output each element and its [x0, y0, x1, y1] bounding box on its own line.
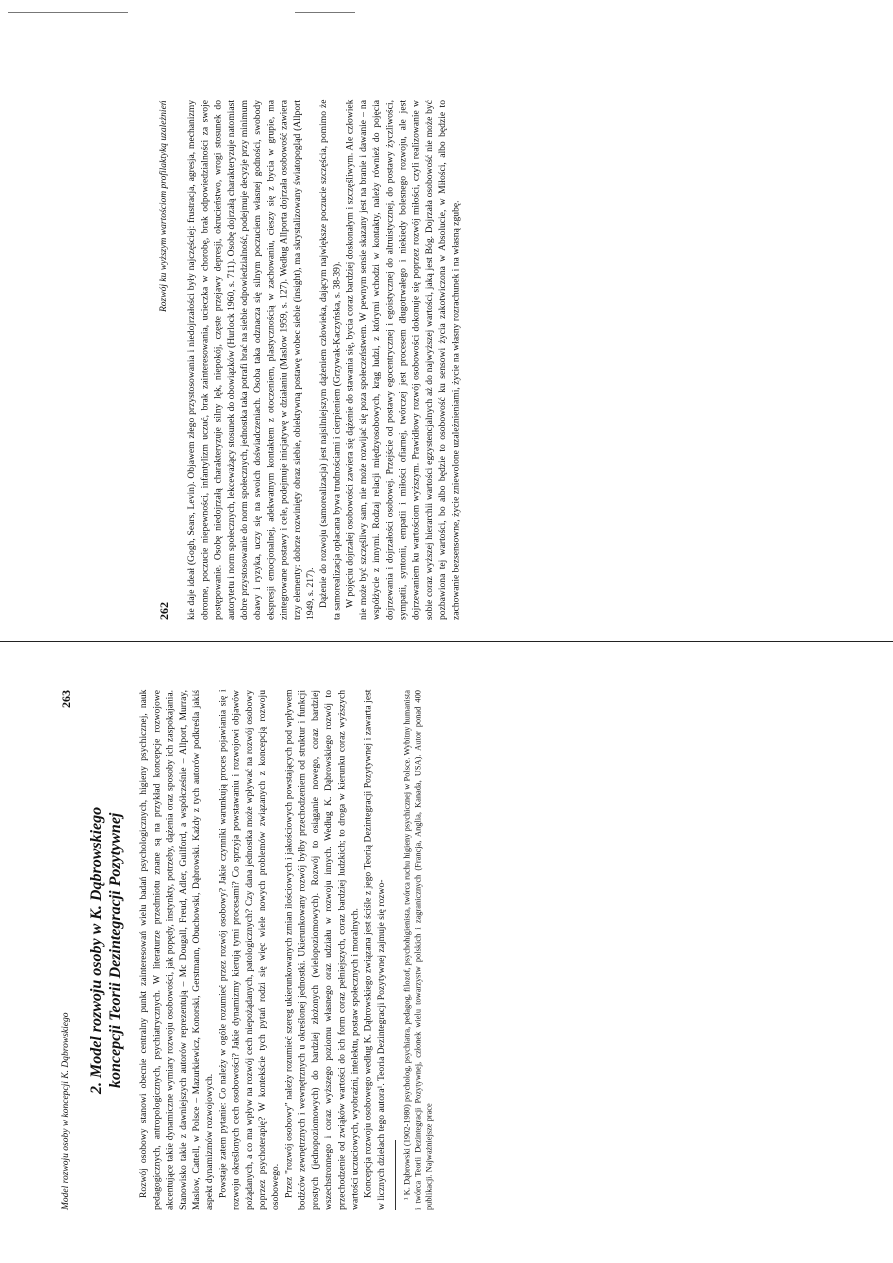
body-paragraph: Koncepcja rozwoju osobowego według K. Dąbrowskiego związana jest ściśle z jego Teorią Dezintegracji Pozytywnej i zawarta jest w licznych dziełach tego autora¹. Teoria Dezintegracji Pozytywnej zajmuje się rozwo-: [362, 690, 387, 1210]
scan-artifact: [8, 12, 128, 13]
page-number: 263: [59, 690, 73, 708]
footnote: [402, 690, 435, 1210]
body-paragraph: Powstaje zatem pytanie: Co należy w ogóle rozumieć przez rozwój osobowy? Jakie czynniki warunkują proces pojawiania się i rozwoju określonych cech osobowości? Jakie dynamizmy kierują tymi procesami? Co sprzyja powstawaniu i rozwojowi objawów pożądanych, a co ma wpływ na rozwój cech niepożądanych, patologicznych? Czy dana jednostka może wpływać na rozwój osobowy poprzez psychoterapię? W kontekście tych pytań rodzi się więc wiele nowych problemów związanych z koncepcją rozwoju osobowego.: [217, 690, 282, 1210]
body-paragraph: Dążenie do rozwoju (samorealizacja) jest najsilniejszym dążeniem człowieka, dającym największe poczucie szczęścia, pomimo że ta samorealizacja opłacana bywa trudnościami i cierpieniem (Grzywak-Kaczyńska, s. 38-39).: [318, 100, 343, 620]
page-263: [60, 690, 830, 1210]
running-head-title: Rozwój ku wyższym wartościom profilaktyką uzależnień: [159, 100, 169, 312]
scan-artifact: [295, 12, 355, 13]
body-paragraph: W pojęciu dojrzałej osobowości zawiera się dążenie do stawania się, bycia coraz bardziej doskonałym i szczęśliwym. Ale człowiek nie może być szczęśliwy sam, nie może rozwijać się poza społeczeństwem. W pewnym sensie skazany jest na branie i dawanie – na współżycie z innymi. Rodzaj relacji międzyosobowych, krąg ludzi, z którymi wchodzi w kontakty, należy również do pojęcia dojrzewania i dojrzałości osobowej. Przejście od postawy egocentrycznej i egoistycznej do altruistycznej, do postawy życzliwości, sympatii, syntonii, empatii i miłości ofiarnej, twórczej jest procesem długotrwałego i niekiedy bolesnego rozwoju, ale jest dojrzewaniem ku wartościom wyższym. Prawidłowy rozwój osobowości dokonuje się poprzez rozwój miłości, czyli realizowanie w sobie coraz wyższej hierarchii wartości egzystencjalnych aż do najwyższej wartości, jaką jest Bóg. Dojrzała osobowość nie może być pozbawiona tej wartości, bo albo będzie to osobowość ku sensowi życia zakotwiczona w Absolucie, w Miłości, albo będzie to zachowanie bezsensowne, życie zniewolone uzależnieniami, życie na własny rozrachunek i na własną zgubę.: [344, 100, 462, 620]
running-header: [158, 100, 171, 620]
running-head-title: Model rozwoju osoby w koncepcji K. Dąbrowskiego: [61, 1012, 71, 1210]
chapter-title-line: 2. Model rozwoju osoby w K. Dąbrowskiego: [88, 806, 106, 1094]
footnote-divider: [395, 1140, 396, 1210]
footnote-text: ¹ K. Dąbrowski (1902-1980) psycholog, psychiatra, pedagog, filozof, psychohigienista, twórca ruchu higieny psychicznej w Polsce. Wybitny humanista i twórca Teorii Dezintegracji Pozytywnej, członek wielu towarzystw polskich i zagranicznych (Francja, Anglia, Kanada, USA). Autor ponad 400 publikacji. Najważniejsze prace: [402, 690, 434, 1210]
running-header: [60, 690, 73, 1210]
body-paragraph: Rozwój osobowy stanowi obecnie centralny punkt zainteresowań wielu badań psychologicznych, higieny psychicznej, nauk pedagogicznych, antropologicznych, psychiatrycznych. W literaturze przedmiotu znane są na przykład koncepcje rozwojowe akcentujące takie dynamiczne wymiary rozwoju osobowości, jak popędy, instynkty, potrzeby, dążenia oraz sposoby ich zaspokajania. Stanowisko takie z dawniejszych autorów reprezentują – Mc Dougall, Freud, Adler, Guilford, a współcześnie – Allport, Murray, Maslow, Cattell, w Polsce – Mazurkiewicz, Konorski, Gerstmann, Obuchowski, Dąbrowski. Każdy z tych autorów podkreśla jakiś aspekt dynamizmów rozwojowych.: [138, 690, 216, 1210]
page-262: [158, 100, 798, 620]
page-number: 262: [157, 602, 171, 620]
chapter-title-line: koncepcji Teorii Dezintegracji Pozytywnej: [107, 812, 125, 1088]
page-gutter: [0, 641, 893, 642]
body-paragraph: Przez "rozwój osobowy" należy rozumieć szereg ukierunkowanych zmian ilościowych i jakościowych powstających pod wpływem bodźców zewnętrznych i wewnętrznych u określonej jednostki. Ukierunkowany rozwój byłby przechodzeniem od struktur i funkcji prostych (jednopoziomowych) do bardziej złożonych (wielopoziomowych). Rozwój to osiąganie nowego, coraz bardziej wszechstronnego i coraz wyższego poziomu własnego oraz udziału w rozwoju innych. Według K. Dąbrowskiego rozwój to przechodzenie od zwiąków wartości do ich form coraz pełniejszych, coraz bardziej ludzkich; to droga w kierunku coraz wyższych wartości uczuciowych, wyobraźni, intelektu, postaw społecznych i moralnych.: [283, 690, 361, 1210]
chapter-title: [87, 690, 125, 1210]
body-paragraph: kie daje ideał (Gogh, Sears, Levin). Objawem złego przystosowania i niedojrzałości były najczęściej: frustracja, agresja, mechanizmy obronne, poczucie niepewności, infantylizm uczuć, brak zainteresowania, ucieczka w chorobę, brak odpowiedzialności za swoje postępowanie. Osobę niedojrzałą charakteryzuje silny lęk, niepokój, częste przejawy depresji, okrucieństwo, wrogi stosunek do autorytetu i norm społecznych, lekceważący stosunek do obowiązków (Hurlock 1960, s. 711). Osobę dojrzałą charakteryzuje natomiast dobre przystosowanie do norm społecznych, jednostka taka potrafi brać na siebie odpowiedzialność, podejmuje decyzje przy minimum obawy i ryzyka, uczy się na swoich doświadczeniach. Osoba taka odznacza się silnym poczuciem własnej godności, swobody ekspresji emocjonalnej, adekwatnym kontaktem z otoczeniem, plastycznością w zachowaniu, cieszy się z bycia w grupie, ma zintegrowane postawy i cele, podejmuje inicjatywę w działaniu (Maslow 1959, s. 127). Według Allporta dojrzała osobowość zawiera trzy elementy: dobrze rozwinięty obraz siebie, obiektywną postawę wobec siebie (insight), ma skrystalizowany światopogląd (Allport 1949, s. 217).: [186, 100, 317, 620]
